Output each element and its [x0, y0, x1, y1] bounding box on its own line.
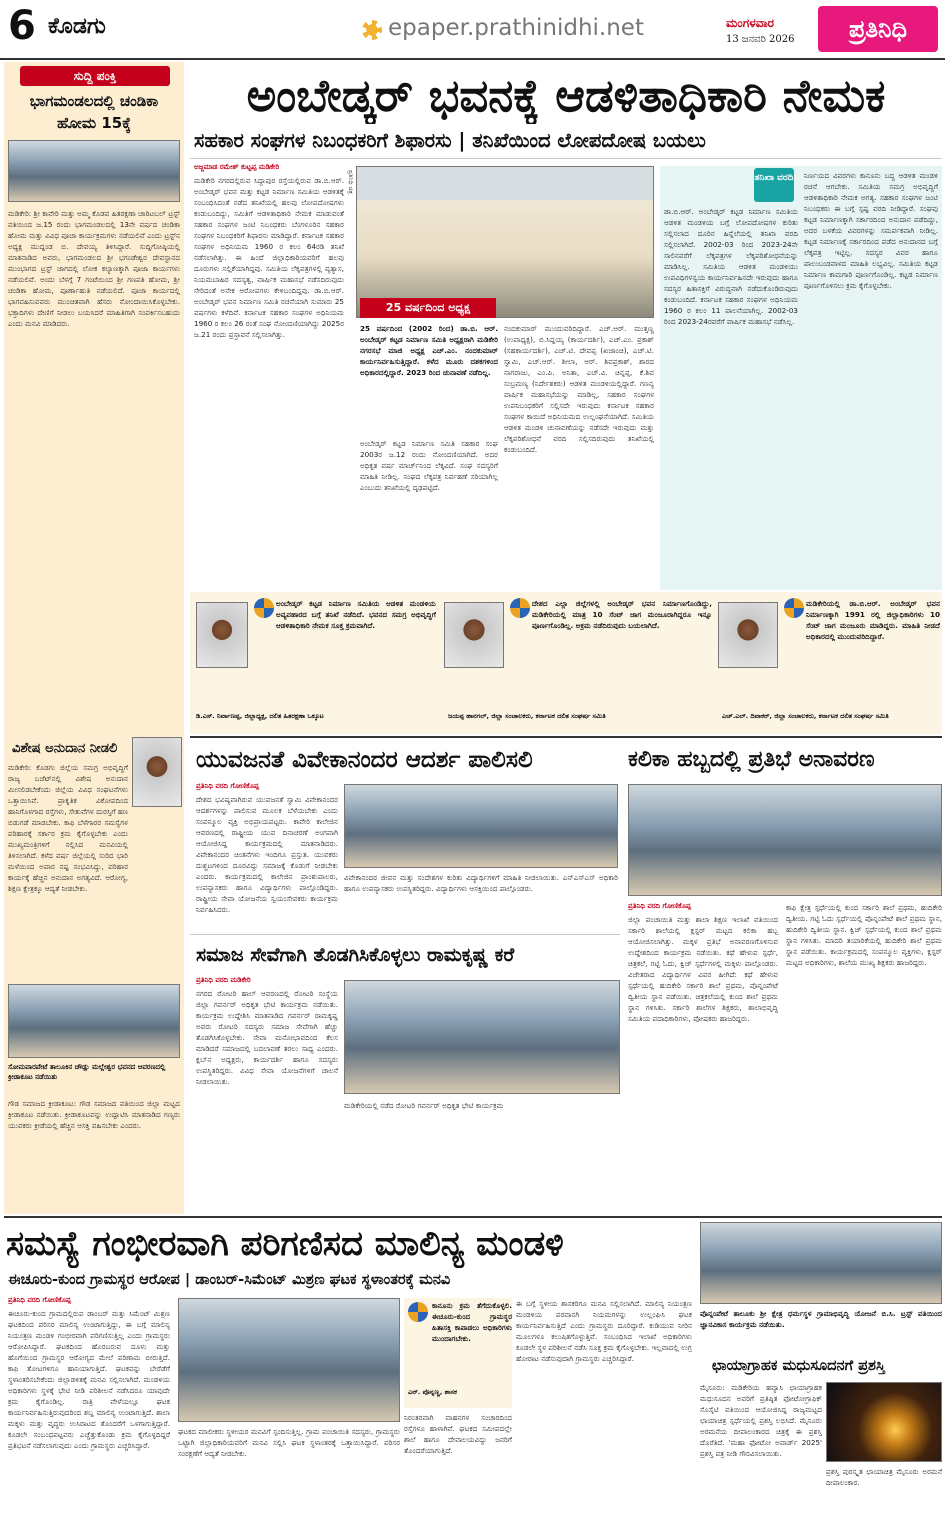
quote1-text: ಅಂಬೇಡ್ಕರ್ ಕಟ್ಟಡ ನಿರ್ಮಾಣ ಸಮಿತಿಯ ಆಡಳಿತ ಮಂಡಳಿಯ ಅವ್ಯವಹಾರದ ಬಗ್ಗೆ ತನಿಖೆ ನಡೆದಿದೆ. ಭವನದ ಸಮಗ್ರ ಅಭಿವೃದ್ಧಿಗೆ ಆಡಳಿತಾಧಿಕಾರಿ ನೇಮಕ ಸೂಕ್ತ ಕ್ರಮವಾಗಿದೆ. [276, 599, 436, 630]
sidebar-story1-body: ಮಡಿಕೇರಿ: ಶ್ರೀ ಕಾವೇರಿ ಮತ್ತು ಅಮ್ಮ ಕೊಡವ ಹಿತರಕ್ಷಣಾ ಚಾರಿಟಬಲ್ ಟ್ರಸ್ಟ್ ವತಿಯಿಂದ ಜ.15 ರಂದು ಭಾಗಮಂಡಲದಲ್ಲಿ 13ನೇ ವರ್ಷದ ಚಂಡಿಕಾ ಹೋಮ ಮತ್ತು ವಿವಿಧ ಪೂಜಾ ಕಾರ್ಯಕ್ರಮಗಳು ನಡೆಯಲಿವೆ ಎಂದು ಟ್ರಸ್ಟ್‌ನ ಅಧ್ಯಕ್ಷ ಮುದ್ದಂಡ ಬಿ. ದೇವಯ್ಯ ತಿಳಿಸಿದ್ದಾರೆ. ಸುದ್ದಿಗೋಷ್ಠಿಯಲ್ಲಿ ಮಾತನಾಡಿದ ಅವರು, ಭಾಗಮಂಡಲದ ಶ್ರೀ ಭಗಂಡೇಶ್ವರ ದೇವಸ್ಥಾನದ ಮುಂಭಾಗದ ಟ್ರಸ್ಟ್ ಜಾಗದಲ್ಲಿ ಲೋಕ ಕಲ್ಯಾಣಕ್ಕಾಗಿ ಪೂಜಾ ಕಾರ್ಯಗಳು ನಡೆಯಲಿವೆ. ಅಂದು ಬೆಳಗ್ಗೆ 7 ಗಂಟೆಯಿಂದ ಶ್ರೀ ಗಣಪತಿ ಹೋಮ, ಶ್ರೀ ಚಂಡಿಕಾ ಹೋಮ, ಪೂರ್ಣಾಹುತಿ ನಡೆಯಲಿದೆ. ಪೂಜಾ ಕಾರ್ಯದಲ್ಲಿ ಭಾಗವಹಿಸುವವರು ಮುಂಚಿತವಾಗಿ ಹೆಸರು ನೋಂದಾಯಿಸಿಕೊಳ್ಳಬೇಕು. ಭಕ್ತಾದಿಗಳು ದೇಣಿಗೆ ನೀಡಲು ಬಯಸಿದರೆ ಮಾಹಿತಿಗಾಗಿ ಸಂಪರ್ಕಿಸಬಹುದು ಎಂದು ಮನವಿ ಮಾಡಿದರು. [8, 209, 180, 328]
sun-icon [362, 20, 382, 40]
lead-subhead: ಸಹಕಾರ ಸಂಘಗಳ ನಿಬಂಧಕರಿಗೆ ಶಿಫಾರಸು | ತನಿಖೆಯಿಂದ ಲೋಪದೋಷ ಬಯಲು [194, 129, 706, 152]
press-meet-photo [8, 140, 180, 202]
bottom-subhead: ಈಚೂರು-ಕುಂದ ಗ್ರಾಮಸ್ಥರ ಆರೋಪ | ಡಾಂಬರ್-ಸಿಮೆಂಟ್ ಮಿಶ್ರಣ ಘಟಕ ಸ್ಥಳಾಂತರಕ್ಕೆ ಮನವಿ [8, 1272, 451, 1288]
rama-rule [190, 934, 620, 935]
investigation-tag-label: ತನಿಖಾ ವರದಿ [754, 173, 794, 183]
vivek-body2: ವಿವೇಕಾನಂದರ ಜೀವನ ಮತ್ತು ಸಂದೇಶಗಳ ಕುರಿತು ವಿದ್ಯಾರ್ಥಿಗಳಿಗೆ ಮಾಹಿತಿ ನೀಡಲಾಯಿತು. ಎನ್‌ಎಸ್‌ಎಸ್ ಅಧಿಕಾರಿ ಹಾಗೂ ಉಪನ್ಯಾಸಕರು ಉಪಸ್ಥಿತರಿದ್ದರು. ವಿದ್ಯಾರ್ಥಿಗಳು ಆಸಕ್ತಿಯಿಂದ ಪಾಲ್ಗೊಂಡರು. [344, 873, 618, 893]
brand-name: ಪ್ರತಿನಿಧಿ [848, 15, 907, 43]
bottom-headline: ಸಮಸ್ಯೆ ಗಂಭೀರವಾಗಿ ಪರಿಗಣಿಸದ ಮಾಲಿನ್ಯ ಮಂಡಳಿ [6, 1224, 564, 1264]
issue-date: 13 ಜನವರಿ 2026 [726, 34, 795, 45]
sidebar-story3-body: ಗೌಡ ಸಮಾಜದ ಕ್ರೀಡಾಕೂಟ: ಗೌಡ ಸಮಾಜದ ವತಿಯಿಂದ ಜಿಲ್ಲಾ ಮಟ್ಟದ ಕ್ರೀಡಾಕೂಟ ನಡೆಯಿತು. ಕ್ರೀಡಾಕೂಟವನ್ನು ಉದ್ಘಾಟಿಸಿ ಮಾತನಾಡಿದ ಗಣ್ಯರು ಯುವಕರು ಕ್ರೀಡೆಯಲ್ಲಿ ಹೆಚ್ಚಿನ ಆಸಕ್ತಿ ವಹಿಸಬೇಕು ಎಂದರು. [8, 1099, 180, 1130]
quote2-photo [444, 602, 504, 668]
kalika-headline: ಕಲಿಕಾ ಹಬ್ಬದಲ್ಲಿ ಪ್ರತಿಭೆ ಅನಾವರಣ [628, 747, 875, 772]
vivek-byline: ಪ್ರತಿನಿಧಿ ವರದಿ ಗೋಣಿಕೊಪ್ಪ [196, 782, 259, 790]
bottom-body3: ನಿರಂತರವಾಗಿ ವಾಹನಗಳ ಸಂಚಾರದಿಂದ ರಸ್ತೆಗಳೂ ಹಾಳಾಗಿವೆ. ಘಟಕದ ಸಮೀಪದಲ್ಲೇ ಶಾಲೆ ಹಾಗೂ ದೇವಾಲಯವಿದ್ದು ಜನರಿಗೆ ತೊಂದರೆಯಾಗುತ್ತಿದೆ. [404, 1413, 512, 1455]
kalika-body2: ಕಾಫಿ ಕ್ಷೇತ್ರ ಸ್ಪರ್ಧೆಯಲ್ಲಿ ಕುಂದ ಸರ್ಕಾರಿ ಶಾಲೆ ಪ್ರಥಮ, ಹುದಿಕೇರಿ ದ್ವಿತೀಯ. ಗಟ್ಟಿ ಓದು ಸ್ಪರ್ಧೆಯಲ್ಲಿ ಪೊನ್ನಂಪೇಟೆ ಶಾಲೆ ಪ್ರಥಮ ಸ್ಥಾನ, ಹುದಿಕೇರಿ ದ್ವಿತೀಯ ಸ್ಥಾನ. ಕ್ವಿಜ್ ಸ್ಪರ್ಧೆಯಲ್ಲಿ ಕುಂದ ಶಾಲೆ ಪ್ರಥಮ ಸ್ಥಾನ ಗಳಿಸಿತು. ಮಾದರಿ ತಯಾರಿಕೆಯಲ್ಲಿ ಹುದಿಕೇರಿ ಶಾಲೆ ಪ್ರಥಮ ಸ್ಥಾನ ಪಡೆಯಿತು. ಕಾರ್ಯಕ್ರಮದಲ್ಲಿ ಸಂಪನ್ಮೂಲ ವ್ಯಕ್ತಿಗಳು, ಕ್ಲಸ್ಟರ್ ಮಟ್ಟದ ಅಧಿಕಾರಿಗಳು, ಶಾಲೆಯ ಮುಖ್ಯ ಶಿಕ್ಷಕರು ಹಾಜರಿದ್ದರು. [786, 903, 942, 967]
sidebar-story2-headline: ವಿಶೇಷ ಅನುದಾನ ನೀಡಲಿ [12, 741, 118, 756]
rama-byline: ಪ್ರತಿನಿಧಿ ವರದಿ ಮಡಿಕೇರಿ [196, 976, 251, 984]
sports-photo [8, 984, 180, 1058]
photo-credit-label: ಪ್ರತಿನಿಧಿ ಚಿತ್ರ [347, 170, 354, 194]
sidebar [4, 62, 184, 1214]
sidebar-tag-label: ಸುದ್ದಿ ಪಂಕ್ತಿ [73, 69, 117, 83]
sidebar-story2-body: ಮಡಿಕೇರಿ: ಕೊಡಗು ಜಿಲ್ಲೆಯ ಸಮಗ್ರ ಅಭಿವೃದ್ಧಿಗೆ ರಾಜ್ಯ ಬಜೆಟ್‌ನಲ್ಲಿ ವಿಶೇಷ ಅನುದಾನ ಮೀಸಲಿಡಬೇಕೆಂದು ಜಿಲ್ಲೆಯ ವಿವಿಧ ಸಂಘಟನೆಗಳು ಒತ್ತಾಯಿಸಿವೆ. ಪ್ರಾಕೃತಿಕ ವಿಕೋಪದಿಂದ ಹಾನಿಗೊಳಗಾದ ರಸ್ತೆಗಳು, ಸೇತುವೆಗಳ ದುರಸ್ತಿಗೆ ಹಣ ಬಿಡುಗಡೆ ಮಾಡಬೇಕು. ಕಾಫಿ ಬೆಳೆಗಾರರ ಸಮಸ್ಯೆಗಳ ಪರಿಹಾರಕ್ಕೆ ಸರ್ಕಾರ ಕ್ರಮ ಕೈಗೊಳ್ಳಬೇಕು ಎಂದು ಮುಖ್ಯಮಂತ್ರಿಗಳಿಗೆ ಸಲ್ಲಿಸಿದ ಮನವಿಯಲ್ಲಿ ತಿಳಿಸಲಾಗಿದೆ. ಕಳೆದ ವರ್ಷ ಜಿಲ್ಲೆಯಲ್ಲಿ ಸುರಿದ ಭಾರಿ ಮಳೆಯಿಂದ ಅಪಾರ ನಷ್ಟ ಸಂಭವಿಸಿದ್ದು, ಪರಿಹಾರ ಕಾರ್ಯಕ್ಕೆ ಹೆಚ್ಚಿನ ಅನುದಾನ ಅಗತ್ಯವಿದೆ. ಆರೋಗ್ಯ, ಶಿಕ್ಷಣ ಕ್ಷೇತ್ರಕ್ಕೂ ಆದ್ಯತೆ ನೀಡಬೇಕು. [8, 763, 128, 893]
quote1-photo [196, 602, 248, 668]
quote2-source: ಜಯಪ್ಪ ಹಾನಗಲ್, ಜಿಲ್ಲಾ ಸಂಚಾಲಕರು, ಕರ್ನಾಟಕ ದಲಿತ ಸಂಘರ್ಷ ಸಮಿತಿ [448, 712, 606, 720]
photo-tag [360, 298, 496, 318]
bottom-body: ಈಚೂರು-ಕುಂದ ಗ್ರಾಮದಲ್ಲಿರುವ ಡಾಂಬರ್ ಮತ್ತು ಸಿಮೆಂಟ್ ಮಿಶ್ರಣ ಘಟಕದಿಂದ ಪರಿಸರ ಮಾಲಿನ್ಯ ಉಂಟಾಗುತ್ತಿದ್ದು, ಈ ಬಗ್ಗೆ ಮಾಲಿನ್ಯ ನಿಯಂತ್ರಣ ಮಂಡಳಿ ಗಂಭೀರವಾಗಿ ಪರಿಗಣಿಸುತ್ತಿಲ್ಲ ಎಂದು ಗ್ರಾಮಸ್ಥರು ಆರೋಪಿಸಿದ್ದಾರೆ. ಘಟಕದಿಂದ ಹೊರಬರುವ ದೂಳು ಮತ್ತು ಹೊಗೆಯಿಂದ ಗ್ರಾಮಸ್ಥರ ಆರೋಗ್ಯದ ಮೇಲೆ ಪರಿಣಾಮ ಬೀರುತ್ತಿದೆ. ಕಾಫಿ ತೋಟಗಳಿಗೂ ಹಾನಿಯಾಗುತ್ತಿದೆ. ಘಟಕವನ್ನು ಬೇರೆಡೆಗೆ ಸ್ಥಳಾಂತರಿಸಬೇಕೆಂದು ಜಿಲ್ಲಾಡಳಿತಕ್ಕೆ ಮನವಿ ಸಲ್ಲಿಸಲಾಗಿದೆ. ಮಂಡಳಿಯ ಅಧಿಕಾರಿಗಳು ಸ್ಥಳಕ್ಕೆ ಭೇಟಿ ನೀಡಿ ಪರಿಶೀಲನೆ ನಡೆಸಿದರೂ ಯಾವುದೇ ಕ್ರಮ ಕೈಗೊಂಡಿಲ್ಲ. ರಾತ್ರಿ ವೇಳೆಯಲ್ಲೂ ಘಟಕ ಕಾರ್ಯನಿರ್ವಹಿಸುತ್ತಿರುವುದರಿಂದ ಶಬ್ದ ಮಾಲಿನ್ಯ ಉಂಟಾಗುತ್ತಿದೆ. ಶಾಲಾ ಮಕ್ಕಳು ಮತ್ತು ವೃದ್ಧರು ಉಸಿರಾಟದ ತೊಂದರೆಗೆ ಒಳಗಾಗುತ್ತಿದ್ದಾರೆ. ಕೂಡಲೇ ಸಂಬಂಧಪಟ್ಟವರು ಎಚ್ಚೆತ್ತುಕೊಂಡು ಕ್ರಮ ಕೈಗೊಳ್ಳದಿದ್ದರೆ ಪ್ರತಿಭಟನೆ ನಡೆಸಲಾಗುವುದು ಎಂದು ಗ್ರಾಮಸ್ಥರು ಎಚ್ಚರಿಸಿದ್ದಾರೆ. [8, 1309, 170, 1450]
quote3-source: ಎಚ್.ಎಲ್. ದಿವಾಕರ್, ಜಿಲ್ಲಾ ಸಂಚಾಲಕರು, ಕರ್ನಾಟಕ ದಲಿತ ಸಂಘರ್ಷ ಸಮಿತಿ [722, 712, 889, 720]
bottom-byline: ಪ್ರತಿನಿಧಿ ವರದಿ ಗೋಣಿಕೊಪ್ಪ [8, 1296, 71, 1304]
rama-photo [344, 980, 620, 1094]
bottom-divider [4, 1216, 942, 1218]
quote1-source: ಡಿ.ಎಸ್. ನಿರ್ವಾಣಪ್ಪ, ಜಿಲ್ಲಾಧ್ಯಕ್ಷ, ದಲಿತ ಹಿತರಕ್ಷಣಾ ಒಕ್ಕೂಟ [196, 712, 324, 720]
bottom-photo [178, 1298, 400, 1422]
vivek-body: ದೇಶದ ಭವಿಷ್ಯವಾಗಿರುವ ಯುವಜನತೆ ಸ್ವಾಮಿ ವಿವೇಕಾನಂದರ ಆದರ್ಶಗಳನ್ನು ಪಾಲಿಸುವ ಮೂಲಕ ಬೆಳೆಯಬೇಕು ಎಂದು ಸಂಪನ್ಮೂಲ ವ್ಯಕ್ತಿ ಅಭಿಪ್ರಾಯಪಟ್ಟರು. ಕಾವೇರಿ ಕಾಲೇಜಿನ ಆವರಣದಲ್ಲಿ ರಾಷ್ಟ್ರೀಯ ಯುವ ದಿನಾಚರಣೆ ಅಂಗವಾಗಿ ಆಯೋಜಿಸಿದ್ದ ಕಾರ್ಯಕ್ರಮದಲ್ಲಿ ಮಾತನಾಡಿದರು. ವಿವೇಕಾನಂದರ ಚಿಂತನೆಗಳು ಇಂದಿಗೂ ಪ್ರಸ್ತುತ. ಯುವಕರು ದುಶ್ಚಟಗಳಿಂದ ದೂರವಿದ್ದು ಸಮಾಜಕ್ಕೆ ಕೊಡುಗೆ ನೀಡಬೇಕು ಎಂದರು. ಕಾರ್ಯಕ್ರಮದಲ್ಲಿ ಕಾಲೇಜಿನ ಪ್ರಾಂಶುಪಾಲರು, ಉಪನ್ಯಾಸಕರು ಹಾಗೂ ವಿದ್ಯಾರ್ಥಿಗಳು ಪಾಲ್ಗೊಂಡಿದ್ದರು. ರಾಷ್ಟ್ರೀಯ ಸೇವಾ ಯೋಜನೆಯ ಸ್ವಯಂಸೇವಕರು ಕಾರ್ಯಕ್ರಮ ನಿರ್ವಹಿಸಿದರು. [196, 795, 338, 914]
award-body2: ಪ್ರಶಸ್ತಿ ಪುರಸ್ಕೃತ ಛಾಯಾಚಿತ್ರ ಮೈಸೂರು ಅರಮನೆ ದೀಪಾಲಂಕಾರ. [826, 1467, 942, 1487]
sidebar-story1-headline: ಭಾಗಮಂಡಲದಲ್ಲಿ ಚಂಡಿಕಾ ಹೋಮ 15ಕ್ಕೆ [29, 92, 159, 132]
award-headline: ಛಾಯಾಗ್ರಾಹಕ ಮಧುಸೂದನಗೆ ಪ್ರಶಸ್ತಿ [712, 1358, 885, 1374]
lead-headline: ಅಂಬೇಡ್ಕರ್ ಭವನಕ್ಕೆ ಆಡಳಿತಾಧಿಕಾರಿ ನೇಮಕ [246, 69, 886, 122]
palace-night-photo [826, 1382, 942, 1462]
photo-tag-body: 25 ವರ್ಷದಿಂದ (2002 ರಿಂದ) ಡಾ.ಬಿ. ಆರ್. ಅಂಬೇಡ್ಕರ್ ಕಟ್ಟಡ ನಿರ್ಮಾಣ ಸಮಿತಿ ಅಧ್ಯಕ್ಷರಾಗಿ ಮಡಿಕೇರಿ ನಗರಸಭೆ ಮಾಜಿ ಅಧ್ಯಕ್ಷ ಎಚ್.ಎಂ. ನಂದಕುಮಾರ್ ಕಾರ್ಯನಿರ್ವಹಿಸುತ್ತಿದ್ದಾರೆ. ಕಳೆದ ಮೂರು ದಶಕಗಳಿಂದ ಅಧಿಕಾರದಲ್ಲಿದ್ದಾರೆ. 2023 ರಿಂದ ಚುನಾವಣೆ ನಡೆದಿಲ್ಲ. [360, 324, 498, 377]
quote2-logo-icon [510, 598, 530, 618]
ambedkar-bhavan-photo [356, 166, 654, 318]
vivek-headline: ಯುವಜನತೆ ವಿವೇಕಾನಂದರ ಆದರ್ಶ ಪಾಲಿಸಲಿ [196, 747, 533, 773]
rama-body: ನಗರದ ರೋಟರಿ ಹಾಲ್ ಆವರಣದಲ್ಲಿ ರೋಟರಿ ಸಂಸ್ಥೆಯ ಜಿಲ್ಲಾ ಗವರ್ನರ್ ಅಧಿಕೃತ ಭೇಟಿ ಕಾರ್ಯಕ್ರಮ ನಡೆಯಿತು. ಕಾರ್ಯಕ್ರಮ ಉದ್ದೇಶಿಸಿ ಮಾತನಾಡಿದ ಗವರ್ನರ್ ರಾಮಕೃಷ್ಣ ಅವರು ರೋಟರಿ ಸದಸ್ಯರು ಸಮಾಜ ಸೇವೆಗಾಗಿ ಹೆಚ್ಚು ತೊಡಗಿಸಿಕೊಳ್ಳಬೇಕು. ಸೇವಾ ಮನೋಭಾವದಿಂದ ಕೆಲಸ ಮಾಡಿದರೆ ಸಮಾಜದಲ್ಲಿ ಬದಲಾವಣೆ ತರಲು ಸಾಧ್ಯ ಎಂದರು. ಕ್ಲಬ್‌ನ ಅಧ್ಯಕ್ಷರು, ಕಾರ್ಯದರ್ಶಿ ಹಾಗೂ ಸದಸ್ಯರು ಉಪಸ್ಥಿತರಿದ್ದರು. ವಿವಿಧ ಸೇವಾ ಯೋಜನೆಗಳಿಗೆ ಚಾಲನೆ ನೀಡಲಾಯಿತು. [196, 989, 338, 1086]
sidebar-tag [20, 66, 170, 86]
lead-col3: ಡಾ.ಬಿ.ಆರ್. ಅಂಬೇಡ್ಕರ್ ಕಟ್ಟಡ ನಿರ್ಮಾಣ ಸಮಿತಿಯ ಆಡಳಿತ ಮಂಡಳಿಯ ಬಗ್ಗೆ ಲೋಪದೋಷಗಳ ಕುರಿತು ಸಲ್ಲಿಸಲಾದ ದೂರಿನ ಹಿನ್ನೆಲೆಯಲ್ಲಿ ತನಿಖಾ ವರದಿ ಸಲ್ಲಿಸಲಾಗಿದೆ. 2002-03 ರಿಂದ 2023-24ನೇ ಸಾಲಿನವರೆಗೆ ಲೆಕ್ಕಪತ್ರಗಳ ಲೆಕ್ಕಪರಿಶೋಧನೆಯನ್ನು ಮಾಡಿಸಿಲ್ಲ. ಸಮಿತಿಯ ಆಡಳಿತ ಮಂಡಳಿಯು ಉಪವಿಧಿಗಳನ್ವಯ ಕಾರ್ಯನಿರ್ವಹಿಸದೇ ಇರುವುದು ಹಾಗೂ ಸದಸ್ಯರ ಹಿತಾಸಕ್ತಿಗೆ ವಿರುದ್ಧವಾಗಿ ನಡೆದುಕೊಂಡಿರುವುದು ಕಂಡುಬಂದಿದೆ. ಕರ್ನಾಟಕ ಸಹಕಾರ ಸಂಘಗಳ ಅಧಿನಿಯಮ 1960 ರ ಕಲಂ 11 ಪಾಲನೆಯಾಗಿಲ್ಲ. 2002-03 ರಿಂದ 2023-24ರವರೆಗೆ ವಾರ್ಷಿಕ ಮಹಾಸಭೆ ನಡೆಸಿಲ್ಲ. [664, 207, 798, 326]
lead-rule [190, 158, 942, 159]
section-name: ಕೊಡಗು [48, 14, 106, 39]
quote3-text: ಮಡಿಕೇರಿಯಲ್ಲಿ ಡಾ.ಬಿ.ಆರ್. ಅಂಬೇಡ್ಕರ್ ಭವನ ನಿರ್ಮಾಣಕ್ಕಾಗಿ 1991 ರಲ್ಲಿ ಜಿಲ್ಲಾಧಿಕಾರಿಗಳು 10 ಸೆಂಟ್ ಜಾಗ ಮಂಜೂರು ಮಾಡಿದ್ದರು. ಮಾಹಿತಿ ನೀಡದೆ ಅಧಿಕಾರದಲ್ಲಿ ಮುಂದುವರಿದಿದ್ದಾರೆ. [806, 599, 940, 641]
photo-tag-label: 25 ವರ್ಷದಿಂದ ಅಧ್ಯಕ್ಷ [385, 301, 471, 314]
masthead-rule [0, 58, 945, 60]
vivek-photo [344, 784, 618, 868]
lead-col2: ನಂದಕುಮಾರ್ ಮುಂದುವರಿದಿದ್ದಾರೆ. ಎಚ್.ಆರ್. ಮುತ್ತಣ್ಣ (ಉಪಾಧ್ಯಕ್ಷ), ಬಿ.ಸಿದ್ದಯ್ಯ (ಕಾರ್ಯದರ್ಶಿ), ಎಚ್.ಎಂ. ಪ್ರಕಾಶ್ (ಸಹಕಾರ್ಯದರ್ಶಿ), ಎಚ್.ಟಿ. ದೇವಪ್ಪ (ಖಜಾಂಚಿ), ಎಚ್.ಟಿ. ಸ್ವಾಮಿ, ಎಚ್.ಆರ್. ಶೀಲಾ, ಆರ್. ಶಿವಪ್ರಕಾಶ್, ಶಾರದ ನಾಗರಾಜು, ಎಂ.ಪಿ. ಅನಿತಾ, ಎಚ್.ವಿ. ಚಿನ್ನಪ್ಪ, ಕೆ.ಶಿವ ಸುಬ್ರಮಣ್ಯ (ನಿರ್ದೇಶಕರು) ಆಡಳಿತ ಮಂಡಳಿಯಲ್ಲಿದ್ದಾರೆ. ಗಣನ್ಯ ವಾರ್ಷಿಕ ಮಹಾಸಭೆಯನ್ನು ಮಾಡಿಲ್ಲ, ಸಹಕಾರ ಸಂಘಗಳ ಉಪನಿಬಂಧಕರಿಗೆ ಸಲ್ಲಿಸದೇ ಇರುವುದು ಕರ್ನಾಟಕ ಸಹಕಾರ ಸಂಘಗಳ ಕಾಯಿದೆ ಅಧಿನಿಯಮದ ಉಲ್ಲಂಘನೆಯಾಗಿದೆ. ಸಮಿತಿಯ ಆಡಳಿತ ಮಂಡಳಿ ಚುನಾವಣೆಯನ್ನು ನಡೆಸದೇ ಇರುವುದು ಮತ್ತು ಲೆಕ್ಕಪರಿಶೋಧನೆ ವರದಿ ಸಲ್ಲಿಸದಿರುವುದು ತನಿಖೆಯಲ್ಲಿ ಕಂಡುಬಂದಿದೆ. [504, 324, 654, 454]
lead-col1: ಮಡಿಕೇರಿ ನಗರದಲ್ಲಿರುವ ಸಿದ್ದಾಪುರ ರಸ್ತೆಯಲ್ಲಿರುವ ಡಾ.ಬಿ.ಆರ್. ಅಂಬೇಡ್ಕರ್ ಭವನ ಮತ್ತು ಕಟ್ಟಡ ನಿರ್ಮಾಣ ಸಮಿತಿಯ ಆಡಳಿತಕ್ಕೆ ಸಂಬಂಧಿಸಿದಂತೆ ನಡೆದ ತನಿಖೆಯಲ್ಲಿ ಹಲವು ಲೋಪದೋಷಗಳು ಕಂಡುಬಂದಿದ್ದು, ಸಮಿತಿಗೆ ಆಡಳಿತಾಧಿಕಾರಿ ನೇಮಕ ಮಾಡುವಂತೆ ಸಹಕಾರ ಸಂಘಗಳ ಜಂಟಿ ನಿಬಂಧಕರು ಬೆಂಗಳೂರಿನ ಸಹಕಾರ ಸಂಘಗಳ ನಿಬಂಧಕರಿಗೆ ಶಿಫಾರಸು ಮಾಡಿದ್ದಾರೆ. ಕರ್ನಾಟಕ ಸಹಕಾರ ಸಂಘಗಳ ಅಧಿನಿಯಮ 1960 ರ ಕಲಂ 64ರಡಿ ತನಿಖೆ ನಡೆಸಲಾಗಿತ್ತು. ಈ ಹಿಂದೆ ಜಿಲ್ಲಾಧಿಕಾರಿಯವರಿಗೆ ಹಲವು ದೂರುಗಳು ಸಲ್ಲಿಕೆಯಾಗಿದ್ದವು. ಸಮಿತಿಯ ಲೆಕ್ಕಪತ್ರಗಳಲ್ಲಿ ವ್ಯತ್ಯಾಸ, ನಿಯಮಬಾಹಿರ ಸದಸ್ಯತ್ವ, ವಾರ್ಷಿಕ ಮಹಾಸಭೆ ನಡೆಸದಿರುವುದು ಸೇರಿದಂತೆ ಅನೇಕ ಆರೋಪಗಳು ಕೇಳಿಬಂದಿದ್ದವು. ಡಾ.ಬಿ.ಆರ್. ಅಂಬೇಡ್ಕರ್ ಭವನ ನಿರ್ಮಾಣ ಸಮಿತಿ ರಚನೆಯಾಗಿ ಸುಮಾರು 25 ವರ್ಷಗಳು ಕಳೆದಿವೆ. ಕರ್ನಾಟಕ ಸಹಕಾರ ಸಂಘಗಳ ಅಧಿನಿಯಮ 1960 ರ ಕಲಂ 26 ರಂತೆ ಸಂಘ ನೋಂದಣಿಯಾಗಿದ್ದು 2025ರ ಜ.21 ರಂದು ಪ್ರಸ್ತಾವನೆ ಸಲ್ಲಿಸಲಾಗಿತ್ತು. [194, 176, 344, 339]
kalika-photo [628, 784, 942, 896]
site-url[interactable]: epaper.prathinidhi.net [388, 15, 644, 41]
lead-col4: ನಿರ್ಣಯದ ವಿವರಗಳು ಕಾನೂನು ಬದ್ಧ ಆಡಳಿತ ಮಂಡಳಿ ರಚನೆ ಆಗಬೇಕು. ಸಮಿತಿಯ ಸಮಗ್ರ ಅಭಿವೃದ್ಧಿಗೆ ಆಡಳಿತಾಧಿಕಾರಿ ನೇಮಕ ಅಗತ್ಯ. ಸಹಕಾರ ಸಂಘಗಳ ಜಂಟಿ ನಿಬಂಧಕರು ಈ ಬಗ್ಗೆ ಸ್ಪಷ್ಟ ವರದಿ ನೀಡಿದ್ದಾರೆ. ಸಂಘವು ಕಟ್ಟಡ ನಿರ್ಮಾಣಕ್ಕಾಗಿ ಸರ್ಕಾರದಿಂದ ಅನುದಾನ ಪಡೆದಿದ್ದು, ಅದರ ಬಳಕೆಯ ವಿವರಗಳನ್ನು ಸಮರ್ಪಕವಾಗಿ ನೀಡಿಲ್ಲ. ಕಟ್ಟಡ ನಿರ್ಮಾಣಕ್ಕೆ ಸರ್ಕಾರದಿಂದ ಪಡೆದ ಅನುದಾನದ ಬಗ್ಗೆ ಲೆಕ್ಕಪತ್ರ ಇಟ್ಟಿಲ್ಲ. ಸದಸ್ಯರ ವಿವರ ಹಾಗೂ ಪಾಲುಬಂಡವಾಳದ ಮಾಹಿತಿ ಲಭ್ಯವಿಲ್ಲ. ಸಮಿತಿಯ ಕಟ್ಟಡ ನಿರ್ಮಾಣ ಕಾಮಗಾರಿ ಪೂರ್ಣಗೊಂಡಿಲ್ಲ. ಕಟ್ಟಡ ನಿರ್ಮಾಣ ಪೂರ್ಣಗೊಳಿಸಲು ಕ್ರಮ ಕೈಗೊಳ್ಳಬೇಕು. [804, 171, 938, 290]
callout-logo-icon [408, 1302, 428, 1322]
lead-byline: ಅಜ್ಜಮಾಡ ರಮೇಶ್ ಕುಟ್ಟಪ್ಪ ಮಡಿಕೇರಿ [194, 163, 280, 171]
portrait-photo [132, 737, 182, 807]
page-number: 6 [8, 3, 36, 49]
award-body: ಮೈಸೂರು: ಮಡಿಕೇರಿಯ ಹವ್ಯಾಸಿ ಛಾಯಾಗ್ರಾಹಕ ಮಧುಸೂದನ ಅವರಿಗೆ ಪ್ರತಿಷ್ಠಿತ ಫೋಟೋಗ್ರಾಫಿಕ್ ಸೊಸೈಟಿ ವತಿಯಿಂದ ಆಯೋಜಿಸಿದ್ದ ರಾಜ್ಯಮಟ್ಟದ ಛಾಯಾಚಿತ್ರ ಸ್ಪರ್ಧೆಯಲ್ಲಿ ಪ್ರಶಸ್ತಿ ಲಭಿಸಿದೆ. ಮೈಸೂರು ಅರಮನೆಯ ದೀಪಾಲಂಕಾರದ ಚಿತ್ರಕ್ಕೆ ಈ ಪ್ರಶಸ್ತಿ ದೊರೆತಿದೆ. 'ಮಹಾ ಫೋಟೋ ಅವಾರ್ಡ್ 2025' ಪ್ರಶಸ್ತಿ ಪತ್ರ ನೀಡಿ ಗೌರವಿಸಲಾಯಿತು. [700, 1383, 822, 1458]
gnanavikasa-caption: ಪೊನ್ನಂಪೇಟೆ ತಾಲೂಕು ಶ್ರೀ ಕ್ಷೇತ್ರ ಧರ್ಮಸ್ಥಳ ಗ್ರಾಮಾಭಿವೃದ್ಧಿ ಯೋಜನೆ ಬಿ.ಸಿ. ಟ್ರಸ್ಟ್ ವತಿಯಿಂದ ಜ್ಞಾನವಿಕಾಸ ಕಾರ್ಯಕ್ರಮ ನಡೆಯಿತು. [700, 1309, 942, 1329]
quote2-text: ದೇಶದ ಎಲ್ಲಾ ಜಿಲ್ಲೆಗಳಲ್ಲಿ ಅಂಬೇಡ್ಕರ್ ಭವನ ನಿರ್ಮಾಣಗೊಂಡಿದ್ದು, ಮಡಿಕೇರಿಯಲ್ಲಿ ಮಾತ್ರ 10 ಸೆಂಟ್ ಜಾಗ ಮಂಜೂರಾಗಿದ್ದರೂ ಇನ್ನೂ ಪೂರ್ಣಗೊಂಡಿಲ್ಲ. ಅಕ್ರಮ ನಡೆದಿರುವುದು ಬಯಲಾಗಿದೆ. [532, 599, 712, 630]
rama-caption: ಮಡಿಕೇರಿಯಲ್ಲಿ ನಡೆದ ರೋಟರಿ ಗವರ್ನರ್ ಅಧಿಕೃತ ಭೇಟಿ ಕಾರ್ಯಕ್ರಮ [344, 1101, 504, 1110]
bottom-body2: ಘಟಕದ ಮಾಲೀಕರು ಸ್ಥಳೀಯರ ಮನವಿಗೆ ಸ್ಪಂದಿಸುತ್ತಿಲ್ಲ. ಗ್ರಾಮ ಪಂಚಾಯಿತಿ ಸದಸ್ಯರು, ಗ್ರಾಮಸ್ಥರು ಒಟ್ಟಾಗಿ ಜಿಲ್ಲಾಧಿಕಾರಿಯವರಿಗೆ ಮನವಿ ಸಲ್ಲಿಸಿ ಘಟಕ ಸ್ಥಳಾಂತರಕ್ಕೆ ಒತ್ತಾಯಿಸಿದ್ದಾರೆ. ಪರಿಸರ ಸಂರಕ್ಷಣೆಗೆ ಆದ್ಯತೆ ನೀಡಬೇಕು. [178, 1427, 400, 1458]
quote3-photo [718, 602, 778, 668]
brand-logo [818, 6, 938, 52]
bottom-callout-text: ಕಾನೂನು ಕ್ರಮ ತೆಗೆದುಕೊಳ್ಳಲಿ. ಈಚೂರು-ಕುಂದ ಗ್ರಾಮಸ್ಥರ ಹಿತಾಸಕ್ತಿ ಕಾಪಾಡಲು ಅಧಿಕಾರಿಗಳು ಮುಂದಾಗಬೇಕು. [432, 1301, 512, 1343]
sports-caption: ಸೋಮವಾರಪೇಟೆ ತಾಲೂಕಿನ ಚೌಡ್ಲು ಮಲ್ಲೇಶ್ವರ ಭವನದ ಆವರಣದಲ್ಲಿ ಕ್ರೀಡಾಕೂಟ ನಡೆಯಿತು [8, 1063, 166, 1081]
quote1-logo-icon [254, 598, 274, 618]
kalika-byline: ಪ್ರತಿನಿಧಿ ವರದಿ ಗೋಣಿಕೊಪ್ಪ [628, 902, 691, 910]
lead-col2b: ಅಂಬೇಡ್ಕರ್ ಕಟ್ಟಡ ನಿರ್ಮಾಣ ಸಮಿತಿ ಸಹಕಾರ ಸಂಘ 2003ರ ಜ.12 ರಂದು ನೋಂದಣಿಯಾಗಿದೆ. ಅದರ ಅಧಿಕೃತ ವರ್ಷ ಮಾರ್ಚ್‌ನಿಂದ ಲೆಕ್ಕವಿದೆ. ಸಂಘ ಸದಸ್ಯರಿಗೆ ಮಾಹಿತಿ ನೀಡಿಲ್ಲ. ಸಂಘದ ಲೆಕ್ಕಪತ್ರ ನಿರ್ವಹಣೆ ಸರಿಯಾಗಿಲ್ಲ ಎಂಬುದು ತನಿಖೆಯಲ್ಲಿ ದೃಢಪಟ್ಟಿದೆ. [360, 439, 498, 492]
weekday: ಮಂಗಳವಾರ [726, 16, 775, 30]
masthead [0, 0, 945, 60]
investigation-tag [754, 168, 794, 202]
bottom-callout-source: ಎನ್. ಪೊನ್ನಣ್ಣ, ಶಾಸಕ [408, 1388, 457, 1396]
section-divider [190, 736, 942, 738]
rama-headline: ಸಮಾಜ ಸೇವೆಗಾಗಿ ತೊಡಗಿಸಿಕೊಳ್ಳಲು ರಾಮಕೃಷ್ಣ ಕರೆ [196, 944, 515, 966]
kalika-body: ಜಿಲ್ಲಾ ಪಂಚಾಯಿತಿ ಮತ್ತು ಶಾಲಾ ಶಿಕ್ಷಣ ಇಲಾಖೆ ವತಿಯಿಂದ ಸರ್ಕಾರಿ ಶಾಲೆಯಲ್ಲಿ ಕ್ಲಸ್ಟರ್ ಮಟ್ಟದ ಕಲಿಕಾ ಹಬ್ಬ ಆಯೋಜಿಸಲಾಗಿತ್ತು. ಮಕ್ಕಳ ಪ್ರತಿಭೆ ಅನಾವರಣಗೊಳಿಸುವ ಉದ್ದೇಶದಿಂದ ಕಾರ್ಯಕ್ರಮ ನಡೆಯಿತು. ಕಥೆ ಹೇಳುವ ಸ್ಪರ್ಧೆ, ಚಿತ್ರಕಲೆ, ಗಟ್ಟಿ ಓದು, ಕ್ವಿಜ್ ಸ್ಪರ್ಧೆಗಳಲ್ಲಿ ಮಕ್ಕಳು ಪಾಲ್ಗೊಂಡರು. ವಿಜೇತರಾದ ವಿದ್ಯಾರ್ಥಿಗಳ ವಿವರ ಹೀಗಿದೆ: ಕಥೆ ಹೇಳುವ ಸ್ಪರ್ಧೆಯಲ್ಲಿ ಹುದಿಕೇರಿ ಸರ್ಕಾರಿ ಶಾಲೆ ಪ್ರಥಮ, ಪೊನ್ನಂಪೇಟೆ ದ್ವಿತೀಯ ಸ್ಥಾನ ಪಡೆಯಿತು. ಚಿತ್ರಕಲೆಯಲ್ಲಿ ಕುಂದ ಶಾಲೆ ಪ್ರಥಮ ಸ್ಥಾನ ಗಳಿಸಿತು. ಸರ್ಕಾರಿ ಶಾಲೆಗಳ ಶಿಕ್ಷಕರು, ಶಾಲಾಭಿವೃದ್ಧಿ ಸಮಿತಿಯ ಪದಾಧಿಕಾರಿಗಳು, ಪೋಷಕರು ಹಾಜರಿದ್ದರು. [628, 915, 778, 1023]
gnanavikasa-photo [700, 1222, 942, 1304]
quote3-logo-icon [784, 598, 804, 618]
bottom-body4: ಈ ಬಗ್ಗೆ ಸ್ಥಳೀಯ ಶಾಸಕರಿಗೂ ಮನವಿ ಸಲ್ಲಿಸಲಾಗಿದೆ. ಮಾಲಿನ್ಯ ನಿಯಂತ್ರಣ ಮಂಡಳಿಯ ಪರವಾನಗಿ ನಿಯಮಗಳನ್ನು ಉಲ್ಲಂಘಿಸಿ ಘಟಕ ಕಾರ್ಯನಿರ್ವಹಿಸುತ್ತಿದೆ ಎಂದು ಗ್ರಾಮಸ್ಥರು ದೂರಿದ್ದಾರೆ. ಕುಡಿಯುವ ನೀರಿನ ಮೂಲಗಳೂ ಕಲುಷಿತಗೊಳ್ಳುತ್ತಿವೆ. ಸಂಬಂಧಿಸಿದ ಇಲಾಖೆ ಅಧಿಕಾರಿಗಳು ಕೂಡಲೇ ಸ್ಥಳ ಪರಿಶೀಲನೆ ನಡೆಸಿ ಸೂಕ್ತ ಕ್ರಮ ಕೈಗೊಳ್ಳಬೇಕು. ಇಲ್ಲವಾದಲ್ಲಿ ಉಗ್ರ ಹೋರಾಟ ನಡೆಸುವುದಾಗಿ ಗ್ರಾಮಸ್ಥರು ಎಚ್ಚರಿಸಿದ್ದಾರೆ. [516, 1299, 692, 1363]
